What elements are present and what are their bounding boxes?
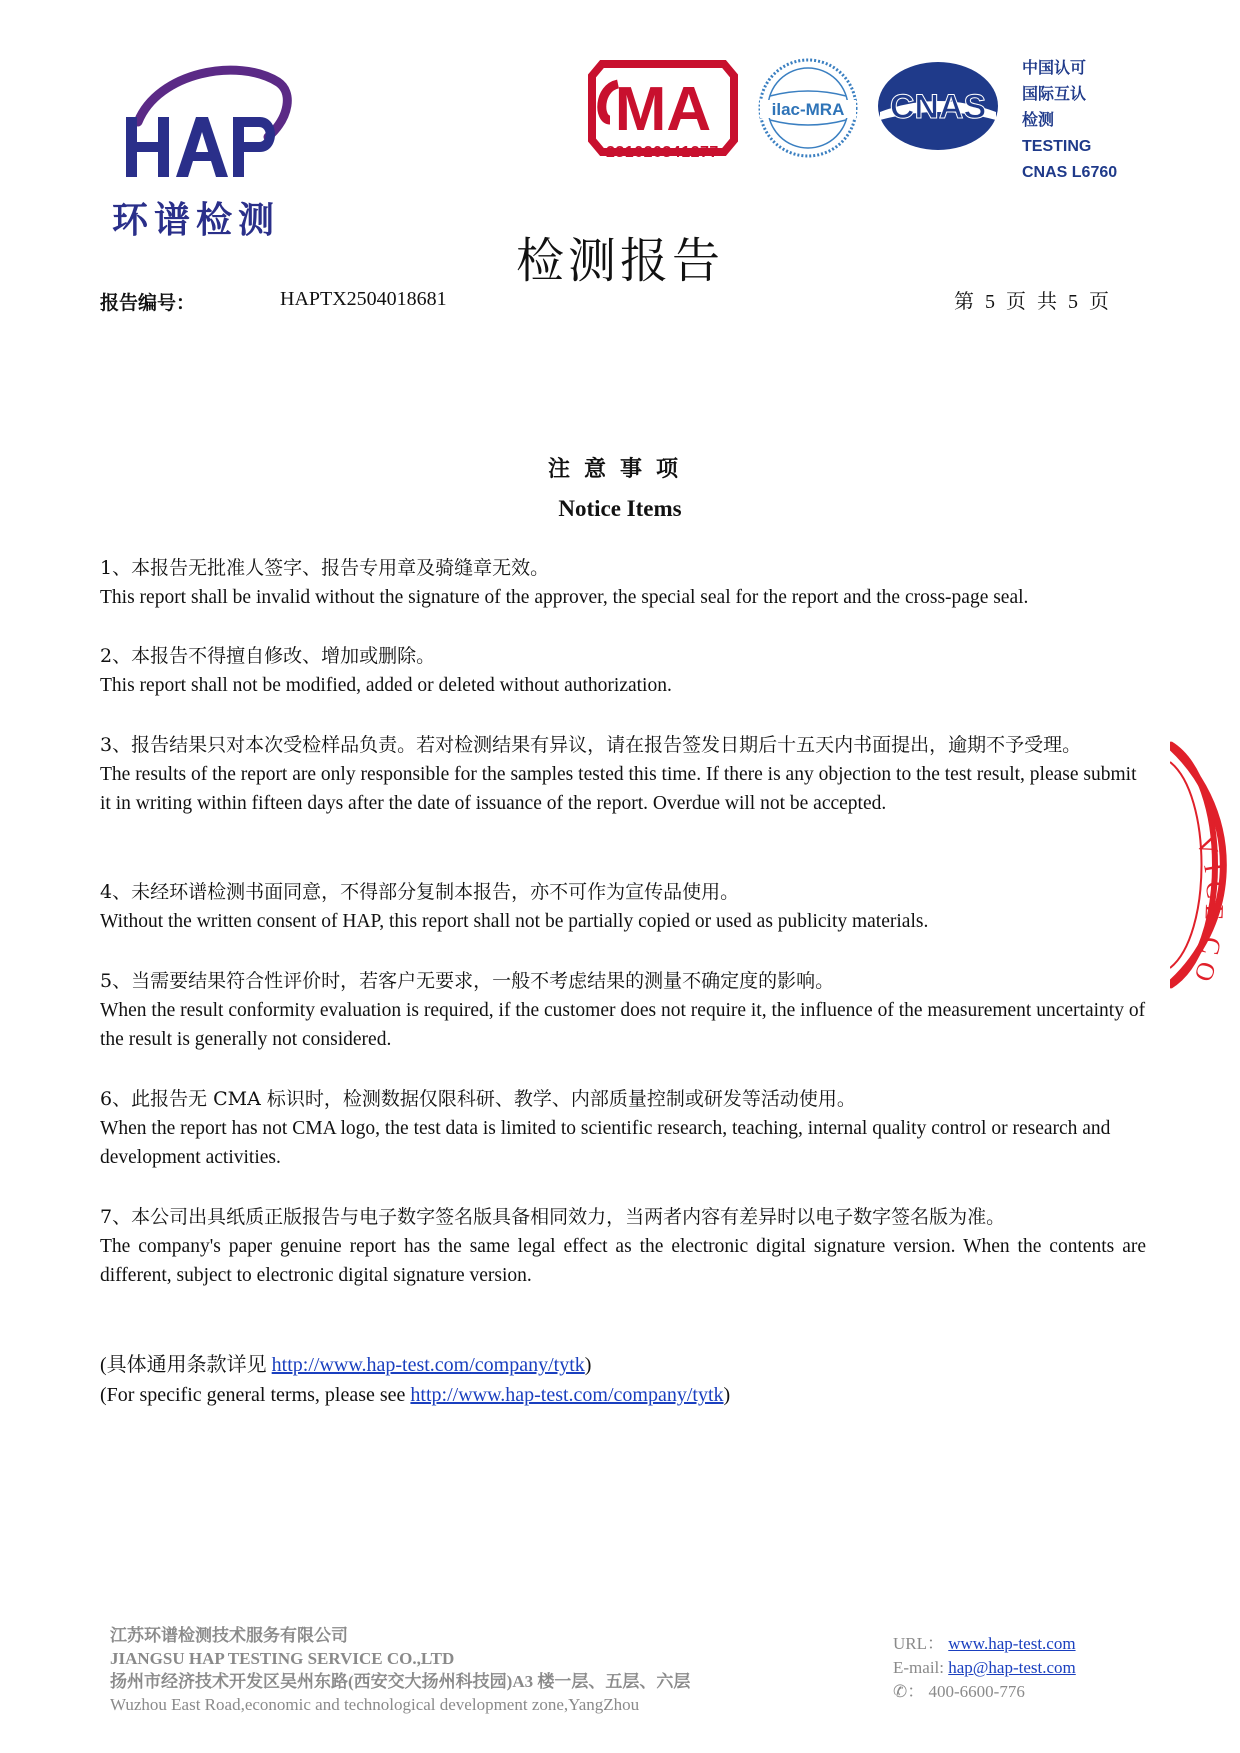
terms-prefix-en: (For specific general terms, please see	[100, 1384, 411, 1406]
footer-company	[110, 1624, 690, 1716]
footer-url-row	[893, 1632, 1076, 1656]
phone-number: 400-6600-776	[928, 1682, 1025, 1701]
footer-email-link[interactable]: hap@hap-test.com	[948, 1658, 1076, 1677]
notice-item-cn: 6、此报告无 CMA 标识时，检测数据仅限科研、教学、内部质量控制或研发等活动使用。	[100, 1088, 856, 1110]
notice-item-en: When the report has not CMA logo, the test data is limited to scientific research, teaching, internal quality control or research and development activities.	[100, 1118, 1111, 1168]
terms-suffix: )	[723, 1384, 731, 1406]
document-title: 检测报告	[515, 233, 724, 289]
svg-text:I: I	[1198, 861, 1229, 875]
svg-text:E: E	[1199, 903, 1229, 921]
notice-item-en: This report shall be invalid without the signature of the approver, the special seal for the report and the cross-page seal.	[100, 587, 1029, 608]
footer-email-row	[893, 1656, 1076, 1680]
cnas-accreditation-text	[1022, 56, 1117, 186]
notice-item-en: This report shall not be modified, added or deleted without authorization.	[100, 675, 672, 696]
terms-link[interactable]: http://www.hap-test.com/company/tytk	[271, 1354, 585, 1376]
phone-separator: ：	[907, 1682, 925, 1701]
svg-text:C: C	[1200, 879, 1231, 900]
cnas-line: 中国认可	[1022, 60, 1087, 77]
footer-contact	[893, 1632, 1076, 1704]
general-terms	[100, 1350, 1100, 1410]
notice-item-en: Without the written consent of HAP, this report shall not be partially copied or used as publicity materials.	[100, 911, 929, 932]
notice-item	[100, 1203, 1146, 1290]
report-number-label: 报告编号：	[100, 292, 196, 314]
email-label: E-mail:	[893, 1658, 944, 1677]
cnas-line: CNAS L6760	[1022, 164, 1118, 181]
notice-item-cn: 4、未经环谱检测书面同意，不得部分复制本报告，亦不可作为宣传品使用。	[100, 881, 740, 903]
notice-item	[100, 1085, 1146, 1172]
terms-link[interactable]: http://www.hap-test.com/company/tytk	[410, 1384, 724, 1406]
terms-suffix: )	[584, 1354, 592, 1376]
notice-item	[100, 878, 1146, 936]
notice-item	[100, 967, 1146, 1054]
page-indicator: 第 5 页 共 5 页	[954, 291, 1112, 313]
notice-item	[100, 642, 1146, 700]
company-seal	[1170, 740, 1240, 990]
svg-text:ilac-MRA: ilac-MRA	[771, 100, 845, 119]
svg-text:O: O	[1188, 958, 1222, 985]
notice-item-cn: 2、本报告不得擅自修改、增加或删除。	[100, 645, 436, 667]
terms-prefix-cn: (具体通用条款详见	[100, 1354, 272, 1376]
notice-item-cn: 1、本报告无批准人签字、报告专用章及骑缝章无效。	[100, 557, 550, 579]
ilac-mra-logo	[756, 56, 860, 160]
notice-item-cn: 7、本公司出具纸质正版报告与电子数字签名版具备相同效力，当两者内容有差异时以电子数字签名版为准。	[100, 1206, 1006, 1228]
cnas-line: 检测	[1022, 112, 1055, 129]
url-label: URL：	[893, 1634, 944, 1653]
notice-item	[100, 554, 1146, 612]
notice-item-en: When the result conformity evaluation is required, if the customer does not require it, the influence of the measurement uncertainty of the result is generally not considered.	[100, 1000, 1146, 1050]
cnas-line: TESTING	[1022, 138, 1092, 155]
notice-item-en: The results of the report are only responsible for the samples tested this time. If there is any objection to the test result, please submit it in writing within fifteen days after the date of issuance of the report. Overdue will not be accepted.	[100, 764, 1137, 814]
notice-item-en: The company's paper genuine report has the same legal effect as the electronic digital signature version. When the contents are different, subject to electronic digital signature version.	[100, 1236, 1146, 1286]
cma-number: 231020341277	[606, 144, 719, 161]
notice-item-cn: 5、当需要结果符合性评价时，若客户无要求，一般不考虑结果的测量不确定度的影响。	[100, 970, 835, 992]
footer-phone-row	[893, 1680, 1076, 1704]
footer-company-en: JIANGSU HAP TESTING SERVICE CO.,LTD	[110, 1649, 455, 1668]
notice-item-cn: 3、报告结果只对本次受检样品负责。若对检测结果有异议，请在报告签发日期后十五天内书面提出，逾期不予受理。	[100, 734, 1082, 756]
svg-text:V: V	[1190, 832, 1225, 860]
notice-title-en: Notice Items	[558, 496, 682, 521]
cnas-line: 国际互认	[1022, 86, 1087, 103]
general-terms-en	[100, 1380, 1100, 1410]
brand-name-cn: 环谱检测	[112, 200, 281, 241]
footer-url-link[interactable]: www.hap-test.com	[948, 1634, 1076, 1653]
svg-text:C: C	[1195, 934, 1227, 958]
notice-title-cn: 注意事项	[547, 457, 692, 482]
phone-icon: ✆	[893, 1682, 908, 1701]
cnas-logo	[876, 60, 1000, 152]
svg-text:CNAS: CNAS	[889, 88, 987, 126]
footer-address-cn: 扬州市经济技术开发区吴州东路(西安交大扬州科技园)A3 楼一层、五层、六层	[110, 1672, 691, 1691]
footer-company-cn: 江苏环谱检测技术服务有限公司	[110, 1626, 348, 1645]
general-terms-cn	[100, 1350, 1100, 1380]
footer-address-en: Wuzhou East Road,economic and technological development zone,YangZhou	[110, 1695, 640, 1714]
svg-text:MA: MA	[614, 75, 712, 144]
notice-item	[100, 731, 1146, 818]
report-number: HAPTX2504018681	[280, 288, 447, 310]
